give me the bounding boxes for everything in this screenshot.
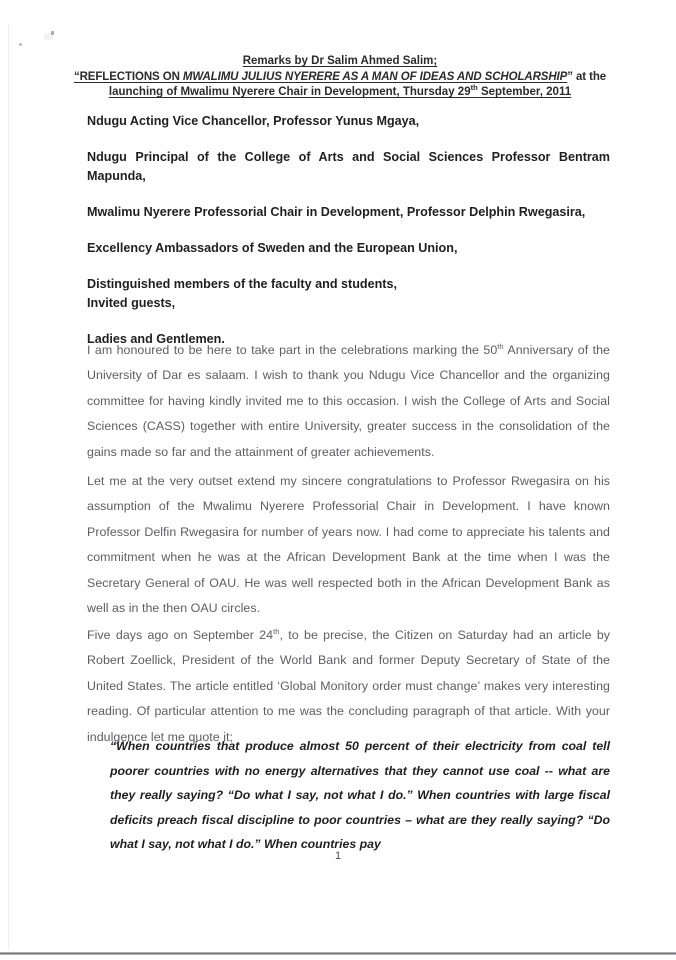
header-line-title: [60, 70, 620, 86]
document-header: [60, 54, 620, 101]
page-number: 1: [334, 850, 342, 862]
salutation-faculty-students: Distinguished members of the faculty and students,: [87, 277, 397, 291]
salutation-vice-chancellor: Ndugu Acting Vice Chancellor, Professor Yunus Mgaya,: [87, 114, 420, 128]
header-launching-text: launching of Mwalimu Nyerere Chair in Development, Thursday 29: [108, 86, 471, 98]
header-title-underlined: [74, 71, 567, 83]
header-title-italic: MWALIMU JULIUS NYERERE AS A MAN OF IDEAS AND SCHOLARSHIP: [182, 70, 568, 83]
body-paragraph-congratulations: Let me at the very outset extend my sincere congratulations to Professor Rwegasira on his assumption of the Mwalimu Nyerere Professorial Chair in Development. I have known Professor Delfin Rwegasira for number of years now. I had come to appreciate his talents and commitment when he was at the African Development Bank at the time when I was the Secretary General of OAU. He was well respected both in the African Development Bank as well as in the then OAU circles.: [87, 474, 610, 616]
salutation-principal-cass: Ndugu Principal of the College of Arts and Social Sciences Professor Bentram Mapunda,: [87, 150, 610, 183]
header-launching-date: September, 2011: [477, 86, 572, 98]
scan-speck-artifact: [19, 43, 22, 46]
salutation-invited-guests: Invited guests,: [87, 296, 176, 310]
scan-speck-artifact: [51, 31, 54, 35]
para3-ordinal-suffix: th: [273, 626, 280, 636]
header-date-ordinal-suffix: th: [470, 83, 478, 93]
salutation-nyerere-chair: Mwalimu Nyerere Professorial Chair in Development, Professor Delphin Rwegasira,: [87, 205, 586, 219]
header-title-suffix: ” at the: [567, 70, 607, 83]
para3-text-b: , to be precise, the Citizen on Saturday had an article by Robert Zoellick, President of the World Bank and former Deputy Secretary of State of the United States. The article entitled ‘Global Monitory order must change’ makes very interesting reading. Of particular attention to me was the concluding paragraph of that article. With your indulgence let me quote it;: [87, 628, 611, 744]
salutation-block: [87, 112, 610, 366]
scan-bottom-edge-artifact: [0, 952, 676, 955]
para1-ordinal-suffix: th: [497, 341, 504, 351]
header-launching-underlined: [108, 83, 572, 98]
body-paragraph-anniversary: [87, 338, 610, 465]
body-paragraph-zoellick-article: [87, 623, 610, 750]
header-line-launching: [60, 85, 620, 101]
header-title-prefix: “REFLECTIONS ON: [73, 70, 183, 83]
para3-text-a: Five days ago on September 24: [87, 628, 274, 642]
header-line-remarks-by: Remarks by Dr Salim Ahmed Salim;: [242, 55, 438, 67]
salutation-ambassadors: Excellency Ambassadors of Sweden and the European Union,: [87, 241, 458, 255]
salutation-ladies-and-gentlemen: Ladies and Gentlemen.: [87, 332, 225, 346]
scan-left-edge-artifact: [8, 24, 9, 950]
para1-text-a: I am honoured to be here to take part in the celebrations marking the 50: [87, 343, 498, 357]
para1-text-b: Anniversary of the University of Dar es salaam. I wish to thank you Ndugu Vice Chancellor and the organizing committee for having kindly invited me to this occasion. I wish the College of Arts and Social Sciences (CASS) together with entire University, greater success in the consolidation of the gains made so far and the attainment of greater achievements.: [87, 343, 610, 459]
block-quote-zoellick: “When countries that produce almost 50 percent of their electricity from coal tell poorer countries with no energy alternatives that they cannot use coal -- what are they really saying? “Do what I say, not what I do.” When countries with large fiscal deficits preach fiscal discipline to poor countries – what are they really saying? “Do what I say, not what I do.” When countries pay: [110, 739, 610, 852]
